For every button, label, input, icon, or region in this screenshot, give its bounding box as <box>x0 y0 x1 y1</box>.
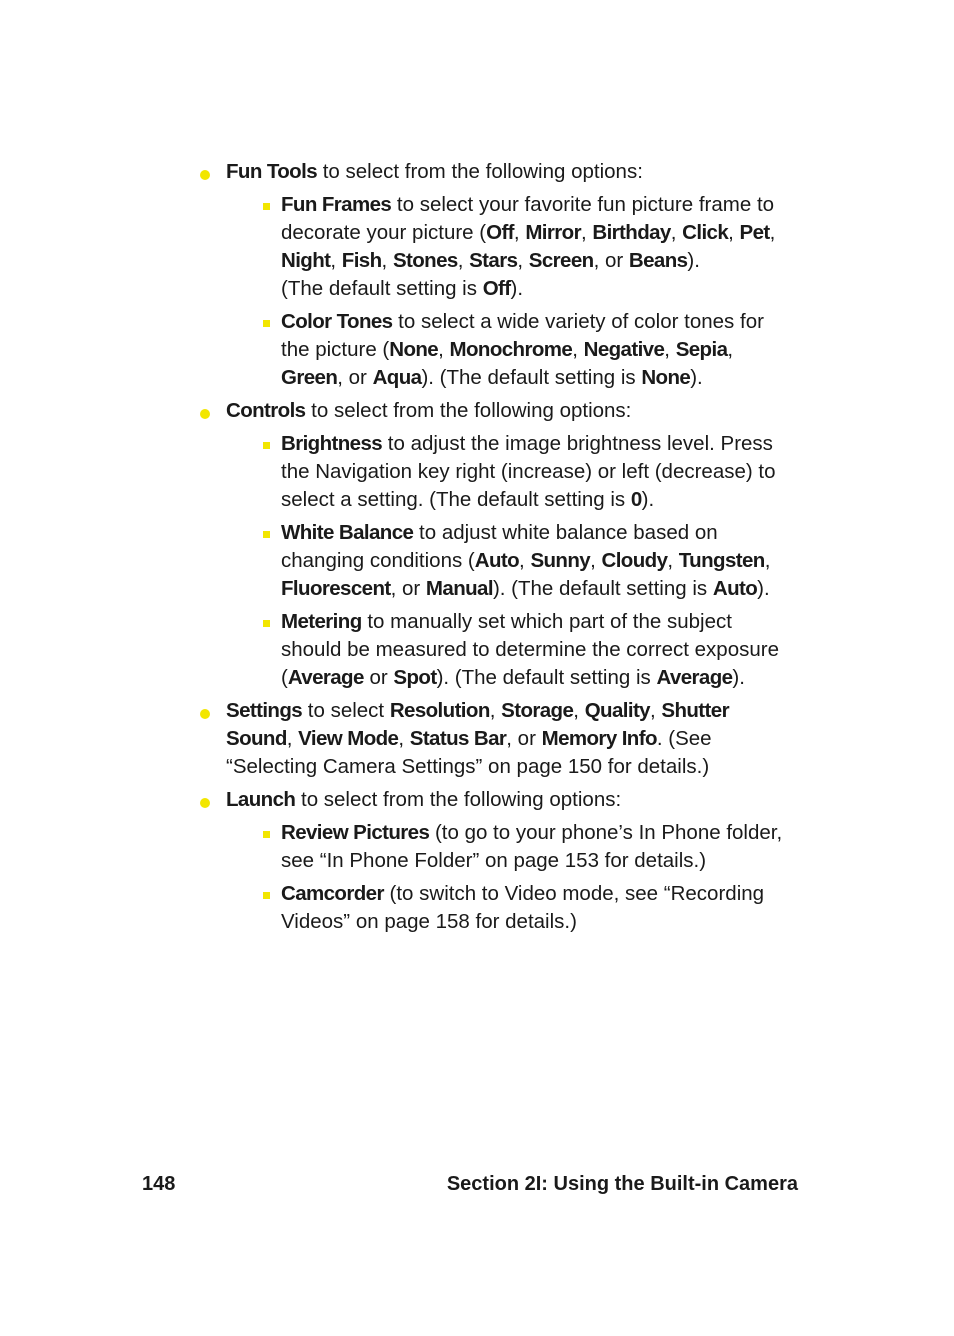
bullet-square-icon <box>263 442 270 449</box>
option: Stones <box>392 249 458 272</box>
separator: ). <box>687 249 700 272</box>
separator: , <box>517 249 529 272</box>
option: Off <box>486 221 514 244</box>
term: Brightness <box>281 432 383 455</box>
default-note: (The default setting is <box>281 277 483 300</box>
separator: , <box>330 249 342 272</box>
option: Storage <box>501 699 574 722</box>
description: to select <box>302 699 390 722</box>
term: Controls <box>226 399 306 422</box>
option: Memory Info <box>541 727 657 750</box>
option: Fish <box>341 249 382 272</box>
description: to adjust white balance based on changing conditions ( <box>281 521 718 572</box>
bullet-square-icon <box>263 320 270 327</box>
list-item-fun-tools <box>198 158 798 186</box>
default-value: Off <box>482 277 511 300</box>
bullet-dot-icon <box>200 170 210 180</box>
bullet-square-icon <box>263 892 270 899</box>
list-item-controls <box>198 397 798 425</box>
bullet-square-icon <box>263 620 270 627</box>
sub-item-review-pictures <box>198 819 798 875</box>
separator: ). (The default setting is <box>421 366 642 389</box>
separator: ). (The default setting is <box>436 666 657 689</box>
term: Review Pictures <box>281 821 430 844</box>
bullet-square-icon <box>263 831 270 838</box>
option: Night <box>281 249 331 272</box>
description: to select from the following options: <box>305 399 632 422</box>
separator: , <box>769 221 776 244</box>
separator: , <box>573 699 585 722</box>
option: Sepia <box>675 338 728 361</box>
separator: , <box>667 549 679 572</box>
option: Cloudy <box>601 549 668 572</box>
option: None <box>389 338 439 361</box>
separator: , <box>489 699 502 722</box>
separator: , <box>580 221 593 244</box>
option: Status Bar <box>409 727 507 750</box>
description: (to switch to Video mode, see “Recording Videos” on page 158 for details.) <box>281 882 765 933</box>
separator: , <box>670 221 683 244</box>
term: White Balance <box>281 521 414 544</box>
bullet-dot-icon <box>200 798 210 808</box>
separator: , <box>513 221 526 244</box>
description: (to go to your phone’s In Phone folder, see “In Phone Folder” on page 153 for details.) <box>281 821 783 872</box>
term: Camcorder <box>281 882 384 905</box>
separator: , <box>664 338 676 361</box>
separator: , <box>381 249 393 272</box>
option: Sunny <box>530 549 591 572</box>
separator: , <box>727 338 734 361</box>
option: Beans <box>628 249 688 272</box>
sub-item-fun-frames <box>198 191 798 303</box>
default-note-end: ). <box>641 488 655 511</box>
description: to adjust the image brightness level. Press the Navigation key right (increase) or left (decrease) to select a setting. (The default setting is <box>281 432 776 511</box>
term: Launch <box>226 788 296 811</box>
term: Settings <box>226 699 303 722</box>
default-value: Auto <box>712 577 758 600</box>
sub-item-brightness <box>198 430 798 514</box>
bullet-square-icon <box>263 531 270 538</box>
option: Manual <box>425 577 493 600</box>
option: Resolution <box>389 699 490 722</box>
list-item-settings <box>198 697 798 781</box>
term: Color Tones <box>281 310 393 333</box>
description: to select from the following options: <box>295 788 622 811</box>
separator: , or <box>390 577 426 600</box>
description: to manually set which part of the subject should be measured to determine the correct exposure ( <box>281 610 779 689</box>
option: Negative <box>583 338 665 361</box>
description: to select your favorite fun picture frame to decorate your picture ( <box>281 193 775 244</box>
bullet-dot-icon <box>200 409 210 419</box>
default-note-end: ). <box>757 577 770 600</box>
default-value: 0 <box>630 488 642 511</box>
default-note-end: ). <box>690 366 703 389</box>
separator: . (See “Selecting Camera Settings” on page 150 for details.) <box>226 727 712 778</box>
separator: , <box>728 221 740 244</box>
sub-item-camcorder <box>198 880 798 936</box>
separator: , <box>457 249 470 272</box>
sub-item-white-balance <box>198 519 798 603</box>
sub-item-color-tones <box>198 308 798 392</box>
separator: , or <box>593 249 629 272</box>
separator: , <box>764 549 771 572</box>
separator: , <box>398 727 410 750</box>
description: to select a wide variety of color tones for the picture ( <box>281 310 764 361</box>
option: View Mode <box>298 727 399 750</box>
default-value: None <box>641 366 691 389</box>
default-note-end: ). <box>510 277 524 300</box>
section-title: Section 2I: Using the Built-in Camera <box>446 1173 798 1195</box>
option: Mirror <box>525 221 581 244</box>
option: Stars <box>469 249 518 272</box>
list-item-launch <box>198 786 798 814</box>
separator: , <box>438 338 450 361</box>
description: to select from the following options: <box>317 160 643 183</box>
default-value: Average <box>656 666 733 689</box>
page-body <box>198 158 798 941</box>
option: Quality <box>584 699 650 722</box>
separator: , or <box>506 727 542 750</box>
term: Fun Tools <box>226 160 318 183</box>
option: Shutter Sound <box>226 699 729 750</box>
option: Fluorescent <box>281 577 391 600</box>
separator: , <box>590 549 602 572</box>
bullet-square-icon <box>263 203 270 210</box>
separator: , <box>519 549 531 572</box>
separator: , <box>286 727 299 750</box>
option: Birthday <box>592 221 671 244</box>
term: Metering <box>281 610 362 633</box>
option: Aqua <box>372 366 422 389</box>
option: Auto <box>474 549 520 572</box>
option: Spot <box>393 666 437 689</box>
option: Green <box>281 366 338 389</box>
separator: , <box>649 699 662 722</box>
separator: , <box>572 338 584 361</box>
default-note-end: ). <box>732 666 745 689</box>
option: Screen <box>528 249 594 272</box>
separator: ). (The default setting is <box>492 577 713 600</box>
page-number: 148 <box>142 1173 176 1195</box>
option: Click <box>682 221 729 244</box>
sub-item-metering <box>198 608 798 692</box>
option: Pet <box>739 221 770 244</box>
option: Tungsten <box>678 549 765 572</box>
separator: , or <box>337 366 373 389</box>
option: Average <box>287 666 364 689</box>
separator: or <box>363 666 394 689</box>
bullet-dot-icon <box>200 709 210 719</box>
term: Fun Frames <box>281 193 392 216</box>
option: Monochrome <box>449 338 573 361</box>
